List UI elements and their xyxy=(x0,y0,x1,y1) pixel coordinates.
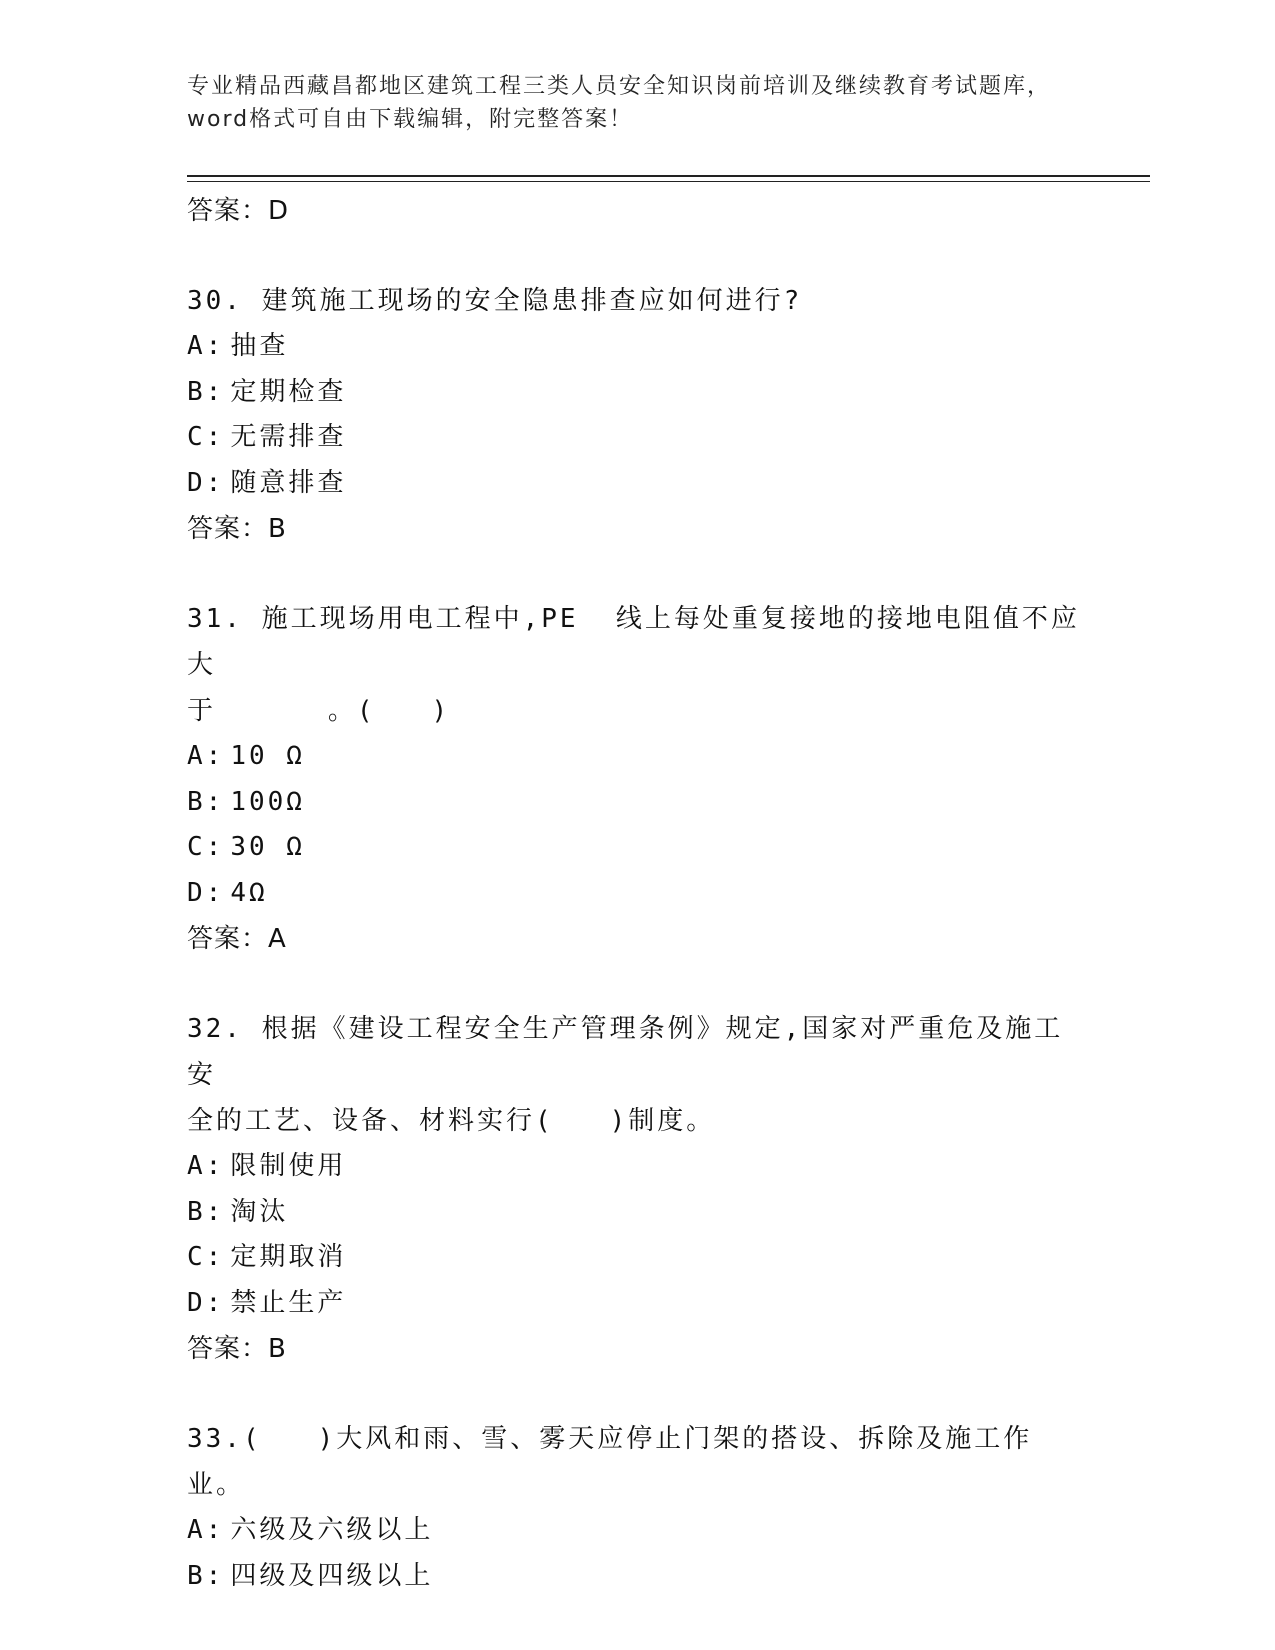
option-letter: B: xyxy=(187,1196,225,1227)
option-letter: B: xyxy=(187,376,225,407)
option-text: 10 Ω xyxy=(230,741,305,771)
question-text: 30. 建筑施工现场的安全隐患排查应如何进行? xyxy=(187,286,803,316)
answer-line: 答案：B xyxy=(187,514,287,544)
option-letter: A: xyxy=(187,331,225,361)
header-line-2: word格式可自由下载编辑，附完整答案！ xyxy=(187,107,634,132)
option-letter: B: xyxy=(187,786,225,817)
option-a xyxy=(187,324,1087,370)
option-d xyxy=(187,871,1087,917)
option-text: 六级及六级以上 xyxy=(230,1515,434,1545)
option-a xyxy=(187,1508,1087,1554)
answer-line: 答案：A xyxy=(187,924,287,954)
question-text-line-2: 全的工艺、设备、材料实行( )制度。 xyxy=(187,1106,716,1136)
option-letter: D: xyxy=(187,1287,225,1318)
question-text: 33.( )大风和雨、雪、雾天应停止门架的搭设、拆除及施工作业。 xyxy=(187,1424,1033,1500)
option-c xyxy=(187,415,1087,461)
document-header xyxy=(187,70,1087,136)
option-text: 无需排查 xyxy=(230,422,347,452)
question-32 xyxy=(187,1006,1087,1372)
header-line-1: 专业精品西藏昌都地区建筑工程三类人员安全知识岗前培训及继续教育考试题库， xyxy=(187,74,1052,99)
option-text: 抽查 xyxy=(230,331,289,361)
option-letter: A: xyxy=(187,1515,225,1545)
option-b xyxy=(187,1190,1087,1236)
question-text-line-1: 32. 根据《建设工程安全生产管理条例》规定,国家对严重危及施工安 xyxy=(187,1014,1064,1090)
answer-line: 答案：B xyxy=(187,1334,287,1364)
option-letter: A: xyxy=(187,1151,225,1181)
option-d xyxy=(187,1281,1087,1327)
option-a xyxy=(187,734,1087,780)
question-31 xyxy=(187,596,1087,962)
option-text: 4Ω xyxy=(230,877,268,908)
option-text: 定期取消 xyxy=(230,1242,347,1272)
question-text-line-2: 于 。( ) xyxy=(187,696,451,726)
option-c xyxy=(187,1235,1087,1281)
option-letter: C: xyxy=(187,422,225,452)
header-divider-thick xyxy=(187,175,1150,177)
option-letter: D: xyxy=(187,467,225,498)
option-text: 淘汰 xyxy=(230,1196,289,1227)
option-b xyxy=(187,780,1087,826)
question-list xyxy=(187,188,1087,1599)
option-letter: C: xyxy=(187,1242,225,1272)
option-text: 随意排查 xyxy=(230,467,347,498)
header-divider-thin xyxy=(187,181,1150,182)
option-text: 四级及四级以上 xyxy=(230,1560,434,1591)
option-letter: C: xyxy=(187,832,225,862)
option-text: 定期检查 xyxy=(230,376,347,407)
option-letter: A: xyxy=(187,741,225,771)
option-a xyxy=(187,1144,1087,1190)
option-b xyxy=(187,370,1087,416)
option-text: 100Ω xyxy=(230,786,305,817)
option-letter: B: xyxy=(187,1560,225,1591)
option-c xyxy=(187,825,1087,871)
option-b xyxy=(187,1554,1087,1600)
option-d xyxy=(187,461,1087,507)
question-30 xyxy=(187,278,1087,552)
question-text-line-1: 31. 施工现场用电工程中,PE 线上每处重复接地的接地电阻值不应大 xyxy=(187,604,1080,680)
option-letter: D: xyxy=(187,877,225,908)
answer-line: 答案：D xyxy=(187,196,290,226)
option-text: 30 Ω xyxy=(230,832,305,862)
option-text: 限制使用 xyxy=(230,1151,347,1181)
question-33 xyxy=(187,1416,1087,1599)
option-text: 禁止生产 xyxy=(230,1287,347,1318)
